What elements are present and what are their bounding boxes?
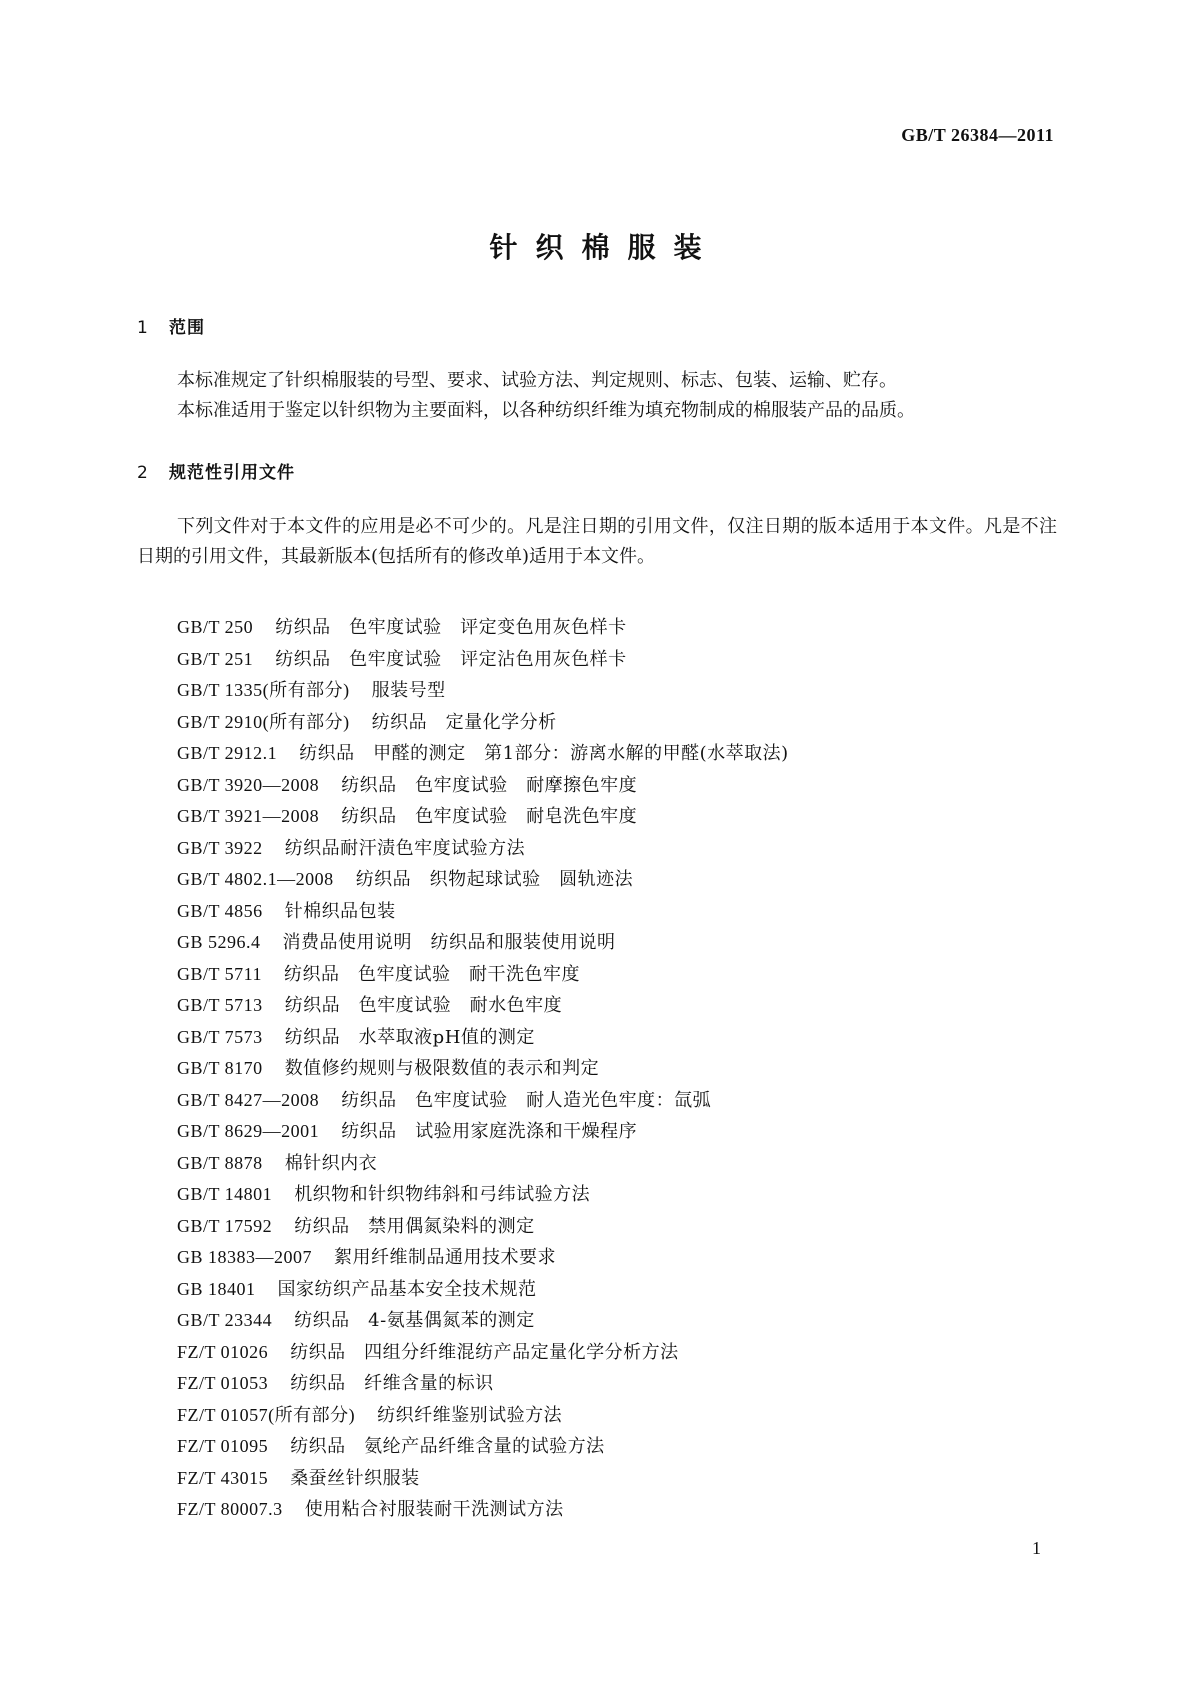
reference-code: GB/T 2912.1 (177, 743, 278, 763)
reference-code: GB/T 7573 (177, 1026, 263, 1047)
scope-paragraph-2: 本标准适用于鉴定以针织物为主要面料，以各种纺织纤维为填充物制成的棉服装产品的品质。 (177, 400, 915, 421)
reference-title: 纺织品耐汗渍色牢度试验方法 (284, 837, 526, 859)
reference-item (177, 738, 789, 770)
reference-item (177, 927, 789, 959)
reference-title: 纺织品 色牢度试验 评定变色用灰色样卡 (275, 617, 627, 638)
reference-item (177, 675, 789, 707)
reference-code: GB 5296.4 (177, 932, 261, 952)
reference-item (177, 1242, 789, 1274)
reference-code: GB 18401 (177, 1278, 256, 1299)
reference-title: 纺织品 禁用偶氮染料的测定 (294, 1215, 535, 1237)
reference-title: 棉针织内衣 (284, 1152, 378, 1174)
reference-item (177, 1463, 789, 1495)
reference-item (177, 612, 789, 644)
reference-title: 纺织品 织物起球试验 圆轨迹法 (355, 869, 634, 890)
reference-code: GB/T 3921—2008 (177, 806, 320, 826)
reference-item (177, 1022, 789, 1054)
reference-item (177, 1400, 789, 1432)
reference-code: GB/T 8170 (177, 1058, 263, 1078)
reference-code: GB/T 17592 (177, 1215, 273, 1236)
scope-paragraph-1: 本标准规定了针织棉服装的号型、要求、试验方法、判定规则、标志、包装、运输、贮存。 (177, 370, 897, 391)
reference-item (177, 896, 789, 928)
reference-title: 机织物和针织物纬斜和弓纬试验方法 (294, 1184, 591, 1205)
reference-title: 絮用纤维制品通用技术要求 (334, 1247, 557, 1268)
reference-code: GB/T 8427—2008 (177, 1089, 320, 1110)
reference-code: GB/T 8878 (177, 1152, 263, 1173)
document-title: 针织棉服装 (489, 231, 720, 264)
reference-title: 国家纺织产品基本安全技术规范 (277, 1278, 537, 1300)
page-number: 1 (1032, 1538, 1041, 1558)
reference-title: 纺织品 氨纶产品纤维含量的试验方法 (290, 1436, 605, 1457)
reference-item (177, 1337, 789, 1369)
reference-code: GB/T 14801 (177, 1184, 273, 1204)
reference-item (177, 770, 789, 802)
reference-title: 纺织品 纤维含量的标识 (290, 1373, 494, 1394)
reference-title: 服装号型 (371, 680, 446, 701)
reference-title: 纺织品 色牢度试验 耐皂洗色牢度 (341, 806, 638, 827)
reference-code: GB/T 23344 (177, 1310, 273, 1330)
reference-item (177, 1494, 789, 1526)
reference-title: 使用粘合衬服装耐干洗测试方法 (304, 1499, 564, 1520)
reference-title: 纺织品 甲醛的测定 第1部分：游离水解的甲醛(水萃取法) (299, 743, 789, 764)
section-heading-references (137, 458, 295, 483)
reference-item (177, 644, 789, 676)
reference-code: FZ/T 01053 (177, 1373, 269, 1393)
reference-code: GB/T 4802.1—2008 (177, 869, 334, 889)
reference-code: GB 18383—2007 (177, 1247, 313, 1267)
reference-code: FZ/T 01095 (177, 1436, 269, 1456)
reference-title: 纺织品 四组分纤维混纺产品定量化学分析方法 (290, 1341, 679, 1363)
reference-item (177, 1053, 789, 1085)
reference-title: 纺织纤维鉴别试验方法 (377, 1404, 563, 1426)
reference-code: FZ/T 80007.3 (177, 1499, 283, 1519)
reference-item (177, 990, 789, 1022)
reference-title: 纺织品 定量化学分析 (371, 711, 557, 733)
normative-references-list (177, 612, 789, 1526)
reference-item (177, 864, 789, 896)
standard-code: GB/T 26384—2011 (901, 125, 1054, 145)
reference-item (177, 959, 789, 991)
reference-title: 纺织品 试验用家庭洗涤和干燥程序 (341, 1121, 638, 1142)
reference-title: 桑蚕丝针织服装 (290, 1467, 420, 1489)
section-heading-scope (137, 313, 205, 338)
reference-item (177, 707, 789, 739)
reference-item (177, 1274, 789, 1306)
reference-item (177, 1116, 789, 1148)
reference-item (177, 1431, 789, 1463)
reference-title: 纺织品 水萃取液pH值的测定 (284, 1026, 535, 1048)
reference-code: GB/T 251 (177, 648, 254, 669)
reference-item (177, 1305, 789, 1337)
reference-code: FZ/T 01026 (177, 1341, 269, 1362)
reference-title: 纺织品 色牢度试验 评定沾色用灰色样卡 (275, 648, 627, 670)
reference-code: GB/T 250 (177, 617, 254, 637)
reference-item (177, 833, 789, 865)
reference-code: GB/T 5711 (177, 963, 263, 984)
reference-item (177, 1211, 789, 1243)
reference-code: GB/T 4856 (177, 900, 263, 921)
reference-title: 纺织品 4-氨基偶氮苯的测定 (294, 1310, 535, 1331)
reference-title: 纺织品 色牢度试验 耐人造光色牢度：氙弧 (341, 1089, 712, 1111)
reference-code: FZ/T 01057(所有部分) (177, 1404, 356, 1425)
reference-title: 纺织品 色牢度试验 耐摩擦色牢度 (341, 774, 638, 796)
reference-code: GB/T 3920—2008 (177, 774, 320, 795)
reference-item (177, 1179, 789, 1211)
section-title: 规范性引用文件 (169, 463, 295, 483)
reference-title: 针棉织品包装 (284, 900, 396, 922)
reference-code: GB/T 1335(所有部分) (177, 680, 350, 700)
section-title: 范围 (169, 318, 205, 338)
reference-title: 纺织品 色牢度试验 耐干洗色牢度 (284, 963, 581, 985)
section-number: 1 (137, 318, 149, 338)
reference-code: FZ/T 43015 (177, 1467, 269, 1488)
reference-title: 纺织品 色牢度试验 耐水色牢度 (284, 995, 563, 1016)
reference-code: GB/T 3922 (177, 837, 263, 858)
references-intro-paragraph: 下列文件对于本文件的应用是必不可少的。凡是注日期的引用文件，仅注日期的版本适用于本文件。凡是不注日期的引用文件，其最新版本(包括所有的修改单)适用于本文件。 (137, 516, 1057, 567)
reference-title: 数值修约规则与极限数值的表示和判定 (284, 1058, 600, 1079)
reference-item (177, 1148, 789, 1180)
section-number: 2 (137, 463, 149, 483)
reference-code: GB/T 5713 (177, 995, 263, 1015)
reference-item (177, 1085, 789, 1117)
reference-title: 消费品使用说明 纺织品和服装使用说明 (282, 932, 616, 953)
reference-item (177, 801, 789, 833)
reference-item (177, 1368, 789, 1400)
reference-code: GB/T 8629—2001 (177, 1121, 320, 1141)
reference-code: GB/T 2910(所有部分) (177, 711, 350, 732)
